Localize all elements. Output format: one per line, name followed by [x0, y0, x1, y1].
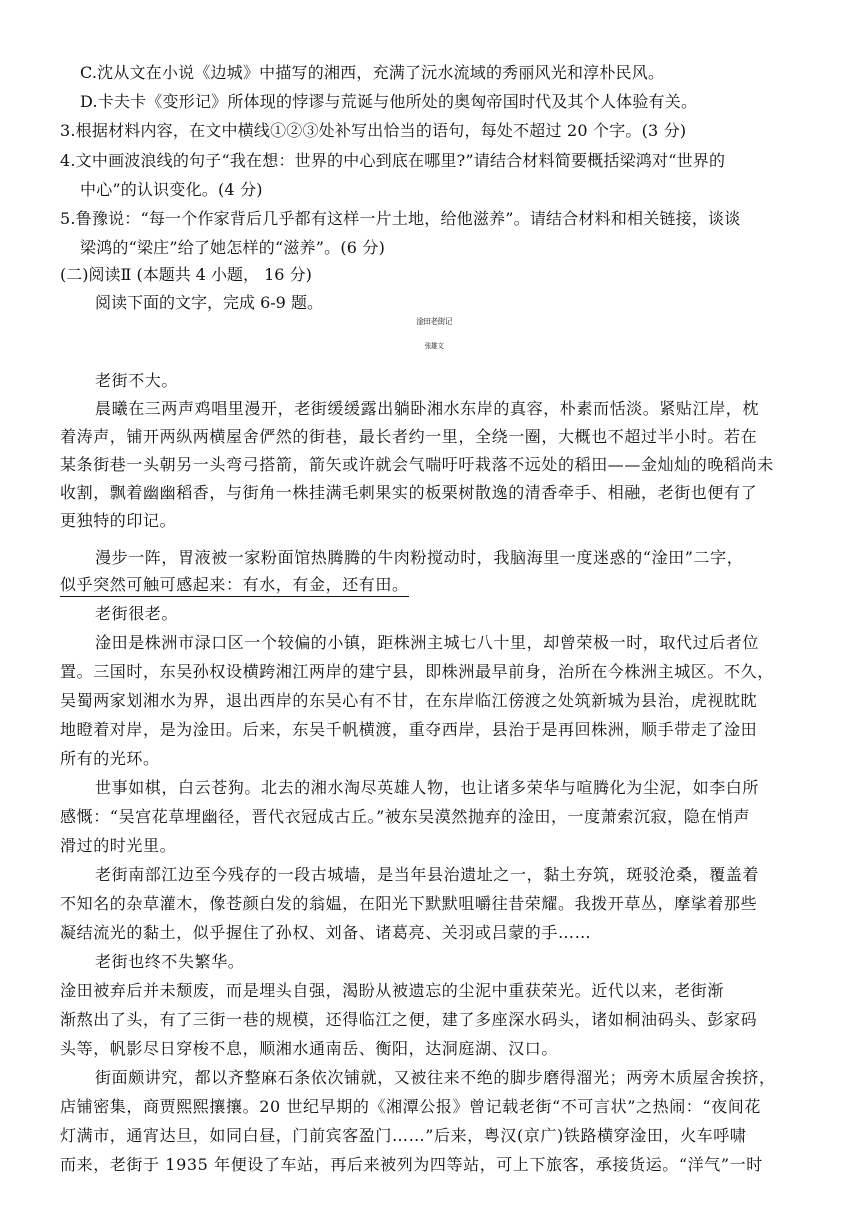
- article-line: 某条街巷一头朝另一头弯弓搭箭，箭矢或许就会气喘吁吁栽落不远处的稻田——金灿灿的晚稻尚未: [60, 455, 774, 474]
- option-d: D.卡夫卡《变形记》所体现的悖谬与荒诞与他所处的奥匈帝国时代及其个人体验有关。: [80, 92, 698, 111]
- article-line: 地瞪着对岸，是为淦田。后来，东吴千帆横渡，重夺西岸，县治于是再回株洲，顺手带走了淦田: [60, 720, 758, 739]
- article-line: 老街不大。: [95, 371, 179, 390]
- article-line: 收割，飘着幽幽稻香，与街角一株挂满毛刺果实的板栗树散逸的清香牵手、相融，老街也便有了: [60, 483, 758, 502]
- wavy-underlined-sentence: 似乎突然可触可感起来：有水，有金，还有田。: [60, 572, 409, 597]
- section-heading: (二)阅读Ⅱ (本题共 4 小题， 16 分): [60, 265, 312, 284]
- article-line: 更独特的印记。: [60, 511, 177, 530]
- article-line: 渐熬出了头，有了三街一巷的规模，还得临江之便，建了多座深水码头，诸如桐油码头、彭家码: [60, 1010, 758, 1029]
- article-line: 置。三国时，东吴孙权设横跨湘江两岸的建宁县，即株洲最早前身，治所在今株洲主城区。不久，: [60, 662, 774, 681]
- article-line: 店铺密集，商贾熙熙攘攘。20 世纪早期的《湘潭公报》曾记载老街“不可言状”之热闹：“夜间花: [60, 1097, 761, 1116]
- article-line: 淦田是株洲市渌口区一个较偏的小镇，距株洲主城七八十里，却曾荣极一时，取代过后者位: [95, 633, 760, 652]
- article-line: 凝结流光的黏土，似乎握住了孙权、刘备、诸葛亮、关羽或吕蒙的手……: [60, 923, 592, 942]
- article-line: 滑过的时光里。: [60, 836, 177, 855]
- question-4-line-1: 4.文中画波浪线的句子“我在想：世界的中心到底在哪里?”请结合材料简要概括梁鸿对“世界的: [60, 151, 726, 170]
- article-line: 淦田被弃后并未颓废，而是埋头自强，渴盼从被遗忘的尘泥中重获荣光。近代以来，老街渐: [60, 981, 725, 1000]
- article-line: 老街南部江边至今残存的一段古城墙，是当年县治遗址之一，黏土夯筑，斑驳沧桑，覆盖着: [95, 865, 760, 884]
- question-5-line-1: 5.鲁豫说：“每一个作家背后几乎都有这样一片土地，给他滋养”。请结合材料和相关链接，谈谈: [60, 209, 741, 228]
- article-line: 灯满市，通宵达旦，如同白昼，门前宾客盈门……”后来，粤汉(京广)铁路横穿淦田，火车呼啸: [60, 1126, 747, 1145]
- article-line: 漫步一阵，胃液被一家粉面馆热腾腾的牛肉粉搅动时，我脑海里一度迷惑的“淦田”二字，: [95, 548, 744, 567]
- article-line: 吴蜀两家划湘水为界，退出西岸的东吴心有不甘，在东岸临江傍渡之处筑新城为县治，虎视眈眈: [60, 691, 758, 710]
- article-line: 老街很老。: [95, 604, 179, 623]
- article-line: 感慨：“吴宫花草埋幽径，晋代衣冠成古丘。”被东吴漠然抛弃的淦田，一度萧索沉寂，隐在悄声: [60, 807, 751, 826]
- article-line: 老街也终不失繁华。: [95, 952, 245, 971]
- section-instruction: 阅读下面的文字，完成 6-9 题。: [95, 293, 323, 312]
- article-title: 淦田老街记: [416, 317, 452, 326]
- article-line: 晨曦在三两声鸡唱里漫开，老街缓缓露出躺卧湘水东岸的真容，朴素而恬淡。紧贴江岸，枕: [95, 399, 760, 418]
- article-line: 着涛声，铺开两纵两横屋舍俨然的街巷，最长者约一里，全绕一圈，大概也不超过半小时。若在: [60, 427, 758, 446]
- option-c: C.沈从文在小说《边城》中描写的湘西，充满了沅水流域的秀丽风光和淳朴民风。: [80, 63, 665, 82]
- article-line: 而来，老街于 1935 年便设了车站，再后来被列为四等站，可上下旅客，承接货运。“洋气”一时: [60, 1155, 763, 1174]
- question-3: 3.根据材料内容，在文中横线①②③处补写出恰当的语句，每处不超过 20 个字。(3 分): [60, 121, 687, 140]
- article-line: 世事如棋，白云苍狗。北去的湘水淘尽英雄人物，也让诸多荣华与喧腾化为尘泥，如李白所: [95, 778, 760, 797]
- question-4-line-2: 中心”的认识变化。(4 分): [80, 180, 263, 199]
- question-5-line-2: 梁鸿的“梁庄”给了她怎样的“滋养”。(6 分): [80, 238, 386, 257]
- article-author: 张雄文: [424, 342, 444, 350]
- article-line: 头等，帆影尽日穿梭不息，顺湘水通南岳、衡阳，达洞庭湖、汉口。: [60, 1039, 559, 1058]
- article-line: 不知名的杂草灌木，像苍颜白发的翁媪，在阳光下默默咀嚼往昔荣耀。我拨开草丛，摩挲着那些: [60, 894, 758, 913]
- article-line: 街面颇讲究，都以齐整麻石条依次铺就，又被往来不绝的脚步磨得溜光；两旁木质屋舍挨挤，: [95, 1068, 776, 1087]
- article-line: 所有的光环。: [60, 749, 160, 768]
